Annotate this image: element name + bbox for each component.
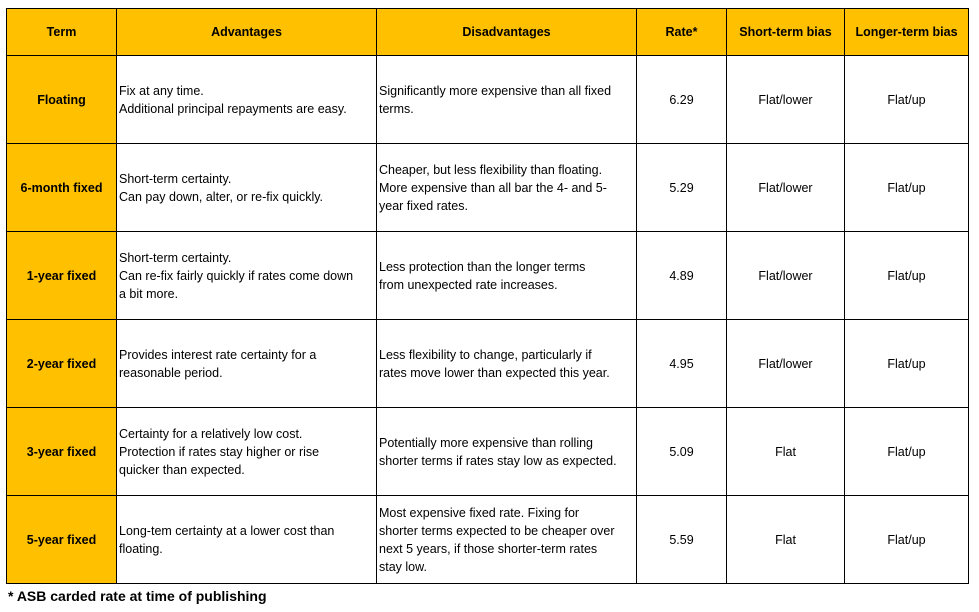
disadvantages-line: Less flexibility to change, particularly if [379, 347, 592, 362]
term-cell: 5-year fixed [7, 496, 117, 584]
advantages-line: Can re-fix fairly quickly if rates come down [119, 268, 354, 283]
term-cell: 3-year fixed [7, 408, 117, 496]
disadvantages-line: terms. [379, 101, 414, 116]
disadvantages-line: shorter terms if rates stay low as expected. [379, 453, 617, 468]
longer-term-bias-cell: Flat/up [845, 144, 969, 232]
short-term-bias-cell: Flat [727, 496, 845, 584]
disadvantages-line: rates move lower than expected this year. [379, 365, 610, 380]
advantages-line: quicker than expected. [119, 462, 245, 477]
longer-term-bias-cell: Flat/up [845, 232, 969, 320]
header-rate: Rate* [637, 9, 727, 56]
disadvantages-line: Less protection than the longer terms [379, 259, 586, 274]
header-short-term-bias: Short-term bias [727, 9, 845, 56]
rate-footnote: * ASB carded rate at time of publishing [8, 588, 267, 604]
advantages-line: Long-tem certainty at a lower cost than [119, 523, 335, 538]
advantages-line: Protection if rates stay higher or rise [119, 444, 320, 459]
disadvantages-line: Potentially more expensive than rolling [379, 435, 594, 450]
advantages-cell [117, 232, 377, 320]
table-row [7, 56, 969, 144]
short-term-bias-cell: Flat/lower [727, 232, 845, 320]
disadvantages-line: next 5 years, if those shorter-term rates [379, 541, 598, 556]
disadvantages-cell [377, 320, 637, 408]
advantages-line: reasonable period. [119, 365, 223, 380]
short-term-bias-cell: Flat/lower [727, 144, 845, 232]
advantages-cell [117, 408, 377, 496]
longer-term-bias-cell: Flat/up [845, 56, 969, 144]
disadvantages-line: More expensive than all bar the 4- and 5- [379, 180, 607, 195]
table-row [7, 320, 969, 408]
short-term-bias-cell: Flat/lower [727, 320, 845, 408]
advantages-line: floating. [119, 541, 163, 556]
longer-term-bias-cell: Flat/up [845, 320, 969, 408]
term-cell: 2-year fixed [7, 320, 117, 408]
disadvantages-line: year fixed rates. [379, 198, 468, 213]
advantages-line: a bit more. [119, 286, 179, 301]
rate-cell: 4.89 [637, 232, 727, 320]
advantages-line: Short-term certainty. [119, 171, 232, 186]
mortgage-terms-table [6, 8, 969, 584]
disadvantages-line: shorter terms expected to be cheaper over [379, 523, 615, 538]
table-header-row [7, 9, 969, 56]
table-row [7, 232, 969, 320]
disadvantages-line: Cheaper, but less flexibility than floating. [379, 162, 603, 177]
rate-cell: 4.95 [637, 320, 727, 408]
advantages-line: Provides interest rate certainty for a [119, 347, 317, 362]
rate-cell: 5.29 [637, 144, 727, 232]
rate-cell: 5.09 [637, 408, 727, 496]
short-term-bias-cell: Flat/lower [727, 56, 845, 144]
longer-term-bias-cell: Flat/up [845, 408, 969, 496]
rate-cell: 6.29 [637, 56, 727, 144]
advantages-line: Short-term certainty. [119, 250, 232, 265]
advantages-cell [117, 496, 377, 584]
disadvantages-cell [377, 144, 637, 232]
header-longer-term-bias: Longer-term bias [845, 9, 969, 56]
disadvantages-cell [377, 408, 637, 496]
term-cell: 1-year fixed [7, 232, 117, 320]
disadvantages-line: stay low. [379, 559, 427, 574]
advantages-cell [117, 144, 377, 232]
advantages-line: Certainty for a relatively low cost. [119, 426, 303, 441]
advantages-line: Fix at any time. [119, 83, 204, 98]
advantages-line: Can pay down, alter, or re-fix quickly. [119, 189, 324, 204]
header-disadvantages: Disadvantages [377, 9, 637, 56]
disadvantages-cell [377, 56, 637, 144]
header-term: Term [7, 9, 117, 56]
term-cell: 6-month fixed [7, 144, 117, 232]
disadvantages-line: from unexpected rate increases. [379, 277, 558, 292]
advantages-cell [117, 56, 377, 144]
longer-term-bias-cell: Flat/up [845, 496, 969, 584]
advantages-line: Additional principal repayments are easy. [119, 101, 347, 116]
disadvantages-cell [377, 496, 637, 584]
term-cell: Floating [7, 56, 117, 144]
table-row [7, 496, 969, 584]
short-term-bias-cell: Flat [727, 408, 845, 496]
table-row [7, 144, 969, 232]
advantages-cell [117, 320, 377, 408]
disadvantages-cell [377, 232, 637, 320]
header-advantages: Advantages [117, 9, 377, 56]
rate-cell: 5.59 [637, 496, 727, 584]
table-row [7, 408, 969, 496]
disadvantages-line: Most expensive fixed rate. Fixing for [379, 505, 580, 520]
mortgage-terms-table-wrapper [6, 8, 969, 584]
disadvantages-line: Significantly more expensive than all fixed [379, 83, 612, 98]
